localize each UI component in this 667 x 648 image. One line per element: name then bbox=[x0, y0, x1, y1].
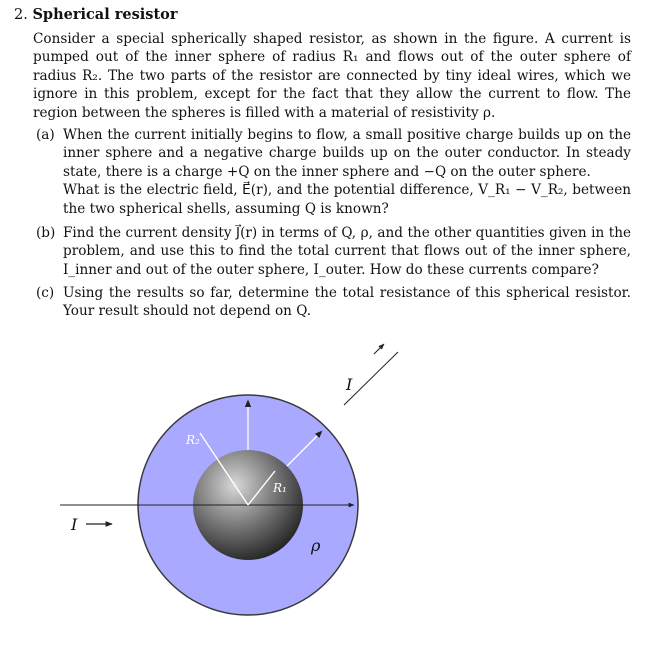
part-a-text-1: When the current initially begins to flow, a small positive charge builds up on the inner sphere and a negative charge builds up on the outer conductor. In steady state, there is a charge +Q on the inner sphere and −Q on the outer sphere. bbox=[63, 127, 631, 180]
part-c bbox=[36, 284, 631, 321]
outgoing-current-arrow bbox=[374, 344, 384, 354]
part-b-text: Find the current density J⃗(r) in terms of Q, ρ, and the other quantities given in the problem, and use this to find the total current that flows out of the inner sphere, I_inner and out of the outer sphere, I_outer. How do these currents compare? bbox=[63, 225, 631, 278]
part-a bbox=[36, 126, 631, 218]
part-c-label: (c) bbox=[36, 285, 55, 301]
part-a-label: (a) bbox=[36, 127, 55, 143]
resistor-figure bbox=[0, 330, 667, 644]
problem-heading bbox=[14, 6, 177, 23]
part-c-text: Using the results so far, determine the total resistance of this spherical resistor. Your result should not depend on Q. bbox=[63, 285, 631, 320]
resistor-diagram bbox=[0, 330, 667, 644]
part-b-label: (b) bbox=[36, 225, 56, 241]
label-r1: R₁ bbox=[273, 481, 287, 495]
part-a-text-2: What is the electric field, E⃗(r), and the potential difference, V_R₁ − V_R₂, between the two spherical shells, assuming Q is known? bbox=[63, 182, 631, 217]
problem-title: Spherical resistor bbox=[32, 6, 178, 23]
problem-intro: Consider a special spherically shaped resistor, as shown in the figure. A current is pumped out of the inner sphere of radius R₁ and flows out of the outer sphere of radius R₂. The two parts of the resistor are connected by tiny ideal wires, which we ignore in this problem, except for the fact that they allow the current to flow. The region between the spheres is filled with a material of resistivity ρ. bbox=[33, 31, 631, 121]
part-b bbox=[36, 224, 631, 279]
label-current-left: I bbox=[71, 515, 78, 534]
label-r2: R₂ bbox=[186, 433, 200, 447]
problem-number: 2. bbox=[14, 7, 28, 23]
label-current-top: I bbox=[346, 375, 353, 394]
label-rho: ρ bbox=[311, 536, 321, 555]
